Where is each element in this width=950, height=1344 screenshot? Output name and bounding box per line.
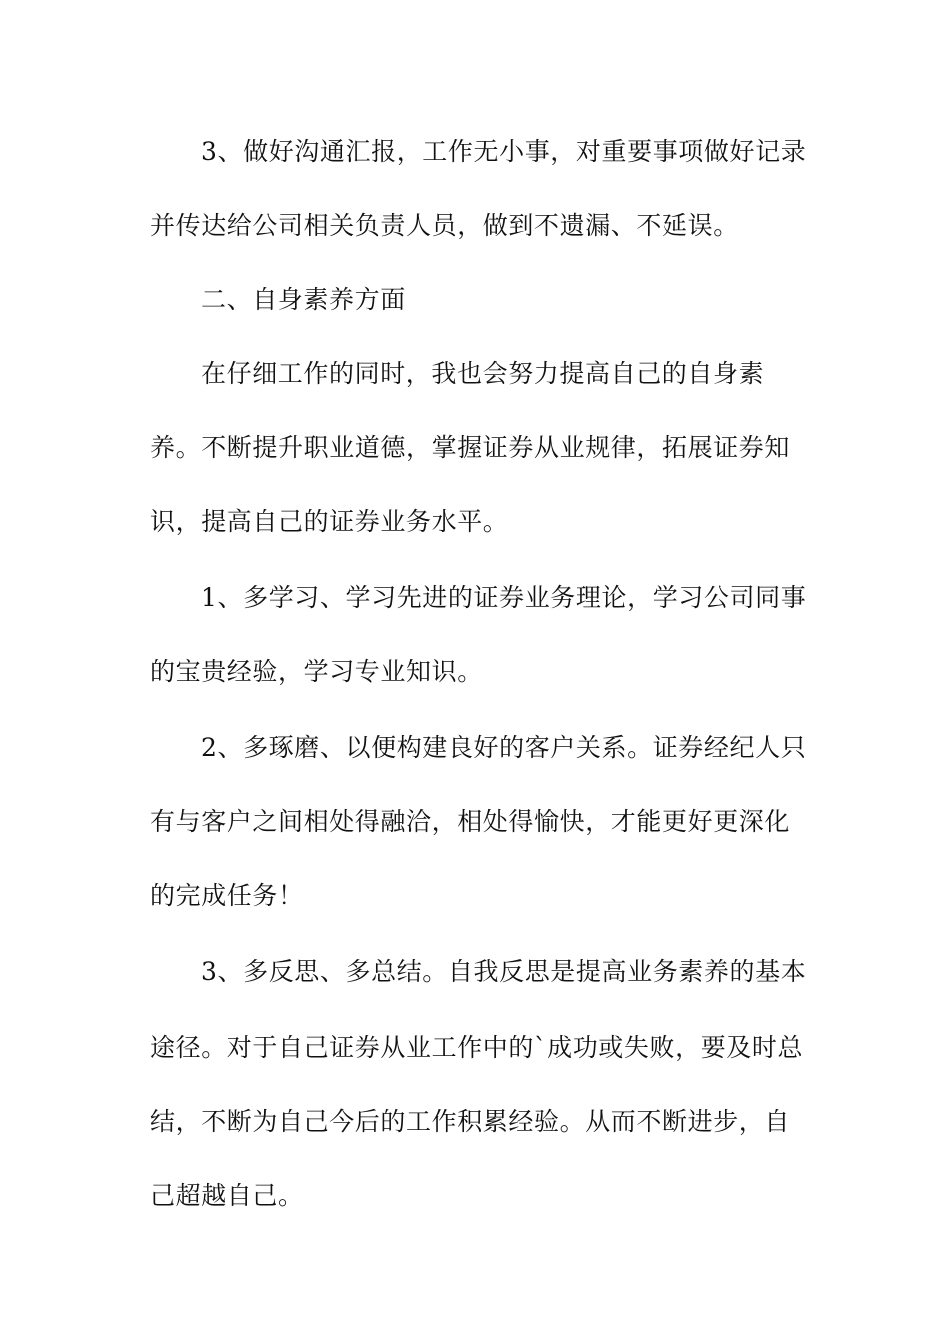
text-line: 2、多琢磨、以便构建良好的客户关系。证券经纪人只 (201, 733, 807, 762)
text-line: 1、多学习、学习先进的证券业务理论，学习公司同事 (201, 583, 807, 612)
text-line: 养。不断提升职业道德，掌握证券从业规律，拓展证券知 (150, 433, 791, 462)
text-line: 3、做好沟通汇报，工作无小事，对重要事项做好记录 (201, 137, 807, 166)
text-line: 并传达给公司相关负责人员，做到不遗漏、不延误。 (150, 211, 739, 240)
text-line: 结，不断为自己今后的工作积累经验。从而不断进步，自 (150, 1107, 791, 1136)
text-line: 有与客户之间相处得融洽，相处得愉快，才能更好更深化 (150, 807, 791, 836)
text-line: 3、多反思、多总结。自我反思是提高业务素养的基本 (201, 957, 807, 986)
text-line: 己超越自己。 (150, 1181, 304, 1210)
section-heading: 二、自身素养方面 (201, 285, 406, 314)
text-line: 的宝贵经验，学习专业知识。 (150, 657, 483, 686)
text-line: 的完成任务！ (150, 881, 304, 910)
text-line: 途径。对于自己证券从业工作中的`成功或失败，要及时总 (150, 1033, 804, 1062)
text-line: 识，提高自己的证券业务水平。 (150, 507, 509, 536)
text-line: 在仔细工作的同时，我也会努力提高自己的自身素 (201, 359, 765, 388)
